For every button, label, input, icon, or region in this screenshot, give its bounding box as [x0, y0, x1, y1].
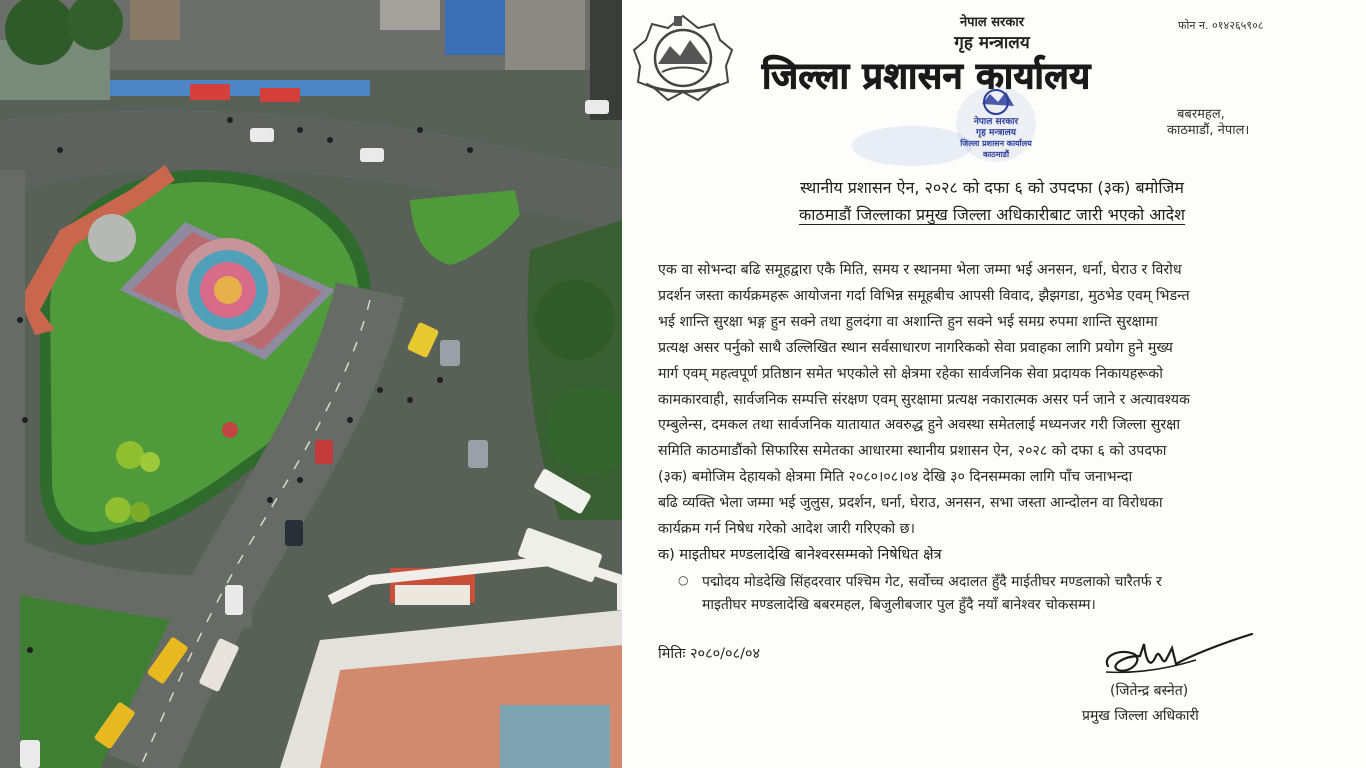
official-stamp — [952, 82, 1040, 170]
aerial-photo-maitighar-mandala — [0, 0, 622, 768]
body-line: एम्बुलेन्स, दमकल तथा सार्वजनिक यातायात अवरुद्ध हुने अवस्था समेतलाई मध्यनजर गरी जिल्ला सुरक्षा — [658, 417, 1181, 434]
signer-name: (जितेन्द्र बस्नेत) — [1110, 683, 1189, 699]
address-line-2: काठमाडौं, नेपाल। — [1167, 123, 1250, 138]
body-line: समिति काठमाडौंको सिफारिस समेतका आधारमा स्थानीय प्रशासन ऐन, २०२८ को दफा ६ को उपदफा — [658, 443, 1167, 460]
nepal-emblem-icon — [628, 12, 738, 106]
restricted-area-line-1: पद्मोदय मोडदेखि सिंहदरवार पश्चिम गेट, सर्वोच्च अदालत हुँदै माईतीघर मण्डलाको चारैतर्फ र — [702, 574, 1162, 590]
restricted-area-section-title: क) माइतीघर मण्डलादेखि बानेश्वरसम्मको निषेधित क्षेत्र — [658, 547, 942, 563]
body-line: कामकारवाही, सार्वजनिक सम्पत्ति संरक्षण एवम् सुरक्षामा प्रत्यक्ष नकारात्मक असर पर्न जाने र अत्यावश्यक — [658, 391, 1190, 408]
order-heading-line-1: स्थानीय प्रशासन ऐन, २०२८ को दफा ६ को उपदफा (३क) बमोजिम — [800, 178, 1184, 197]
svg-text:गृह मन्त्रालय: गृह मन्त्रालय — [976, 128, 1016, 138]
signer-title: प्रमुख जिल्ला अधिकारी — [1082, 708, 1199, 724]
body-line: भई शान्ति सुरक्षा भङ्ग हुन सक्ने तथा हुलदंगा वा अशान्ति हुन सक्ने भई समग्र रुपमा शान्ति सुरक्षामा — [658, 313, 1158, 330]
body-line: एक वा सोभन्दा बढि समूहद्वारा एकै मिति, समय र स्थानमा भेला जम्मा भई अनसन, धर्ना, घेराउ र विरोध — [658, 262, 1182, 278]
notice-document — [622, 0, 1366, 768]
body-line: बढि व्यक्ति भेला जम्मा भई जुलुस, प्रदर्शन, धर्ना, घेराउ, अनसन, सभा जस्ता आन्दोलन वा विरोधका — [658, 495, 1163, 512]
restricted-area-line-2: माइतीघर मण्डलादेखि बबरमहल, बिजुलीबजार पुल हुँदै नयाँ बानेश्वर चोकसम्म। — [702, 597, 1096, 613]
phone-number: फोन न. ०१४२६५९०८ — [1178, 19, 1264, 32]
body-line: (३क) बमोजिम देहायको क्षेत्रमा मिति २०८०।०८।०४ देखि ३० दिनसम्मका लागि पाँच जनाभन्दा — [658, 469, 1133, 486]
order-heading-line-2: काठमाडौं जिल्लाका प्रमुख जिल्ला अधिकारीबाट जारी भएको आदेश — [798, 205, 1186, 224]
address-line-1: बबरमहल, — [1177, 107, 1225, 122]
svg-text:नेपाल सरकार: नेपाल सरकार — [973, 117, 1019, 127]
svg-text:जिल्ला प्रशासन कार्यालय: जिल्ला प्रशासन कार्यालय — [960, 139, 1032, 148]
signature — [1100, 626, 1260, 686]
svg-text:काठमाडौं: काठमाडौं — [982, 150, 1010, 159]
body-line: मार्ग एवम् महत्वपूर्ण प्रतिष्ठान समेत भएकोले सो क्षेत्रमा रहेका सार्वजनिक सेवा प्रदायक निकायहरूको — [658, 365, 1163, 382]
office-title: जिल्ला प्रशासन कार्यालय — [762, 56, 1091, 97]
bullet-circle-icon: ○ — [678, 573, 689, 587]
order-body-paragraph — [658, 258, 1330, 543]
order-date: मितिः २०८०/०८/०४ — [658, 646, 761, 662]
body-line: प्रदर्शन जस्ता कार्यक्रमहरू आयोजना गर्दा विभिन्न समूहबीच आपसी विवाद, झैझगडा, मुठभेड एवम् भिडन्त — [658, 287, 1190, 304]
ministry-label: गृह मन्त्रालय — [954, 33, 1030, 53]
stamp-smudge — [852, 126, 972, 166]
body-line: कार्यक्रम गर्न निषेध गरेको आदेश जारी गरिएको छ। — [658, 521, 916, 538]
government-label: नेपाल सरकार — [959, 15, 1025, 30]
body-line: प्रत्यक्ष असर पर्नुको साथै उल्लिखित स्थान सर्वसाधारण नागरिकको सेवा प्रवाहका लागि प्रयोग हुने मुख्य — [658, 339, 1173, 356]
